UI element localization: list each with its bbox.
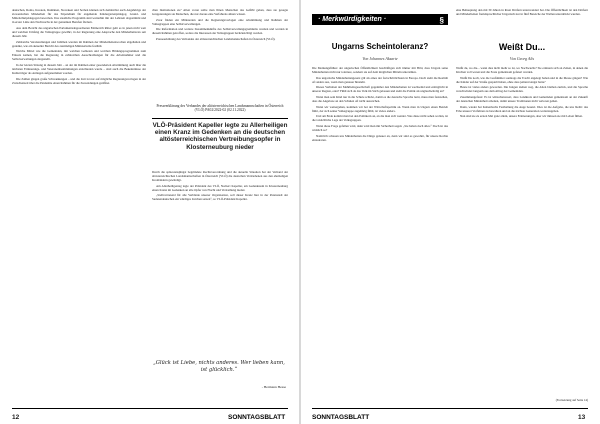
- byline-1: Von Johannes Aksarte: [362, 56, 398, 61]
- deck-text: Presseerklärung des Verbandes der altösterreichischen Landsmannschaften in Österreich (VLÖ) PA02/2022-02 (02.11.2022): [156, 104, 284, 113]
- paragraph: Die Reformation und weitere Zusammenkünfte des Selbstverwaltungsgremiums wurden und werden in diesem Rahmen getroffen, sodass die Interessen der Volksgruppen berücksichtigt werden.: [152, 27, 288, 36]
- paragraph-icon: §: [439, 16, 444, 25]
- article-headline: [152, 122, 288, 151]
- article-title-1: Ungarns Scheintoleranz?: [331, 42, 429, 51]
- article-title-2: Weißt Du...: [498, 42, 546, 52]
- paragraph: Weißt Du noch, wie die Großmütter sonntags die Tracht angelegt haben und in die Messe gingen? Wie die Kinder auf der Straße gespielt haben, ohne dass jemand Angst hatte?: [456, 75, 588, 84]
- paragraph: Durch die spätestensjüngst begründete Rechtsverordnung und die aktuelle Situation hat der Verband der altösterreichischen Landsmannschaften in Österreich (VLÖ) die deutschen Vertriebenen aus den ehemaligen Kronländern gewürdigt.: [152, 170, 288, 183]
- paragraph: Zusammengefasst: Es ist wünschenswert, dass Landkreis und Gemeinden gemeinsam an der Zukunft der deutschen Minderheit arbeiten, damit unsere Traditionen nicht verloren gehen.: [456, 95, 588, 104]
- paragraph: Presseerklärung des Verbandes der altösterreichischen Landsmannschaften in Österreich (VLÖ).: [156, 37, 276, 42]
- quote-box: [150, 360, 288, 388]
- paragraph: Dieses Verhalten der Mehrheitsgesellschaft gegenüber den Minderheiten ist wechselnd und ermöglicht in unserer Region, oder? Fühlt sich da das Volk im Stich gelassen und sieht die Politik als unglaubwürdig an?: [312, 85, 448, 94]
- paragraph: In der letzten Sitzung in diesem Jahr – an der im Rahmen einer gesonderten Abstimmung auch über die nächsten Erinnerungs- und Veteranenbestimmungen entschieden wurde – sind auch die Bekenntnisse der Kulturträger als Anliegen aufgenommen worden.: [12, 62, 146, 76]
- paragraph: Welche Mittel wie die Gemeinden, mit welchen Gebieten und welchen Bildungsprogrammen zum Einsatz kamen, hat die Regierung in zahlreichen Ausschreibungen für die Arbeitnehmer und die Selbstverwaltungen dargestellt.: [12, 49, 146, 62]
- paragraph: Aus dem Bericht des ungarischen Parlamentsabgeordneten Emmerich Ritter geht es in jenen nicht weit und welchen Umfang die Volksgruppe gewährt, in der Regierung eine Ansprache den Minderheitsrats seit diesem Jahr.: [12, 25, 146, 38]
- paragraph: Dann, wieder hat Kaltenbachs Festhaltung die Auge besetzt. Dies ist die Aufgabe, die uns bleibt: das Erbe unserer Vorfahren zu bewahren und an die nächste Generation weiterzugeben.: [456, 104, 588, 113]
- paragraph: Heute ist vieles anders geworden. Die Jungen ziehen weg, die Alten bleiben zurück, und die Sprache verschwindet langsam aus dem Alltag der Gemeinden.: [456, 85, 588, 94]
- press-release-deck: [152, 104, 288, 113]
- paragraph: „Stellvertretend für alle Verbände unserer Organisation, soll dieser Kranz hier in der Patenstadt der Sudetendeutschen ein würdiges Zeichen setzen“, so VLÖ-Präsident Kapeller.: [152, 193, 288, 202]
- paragraph: Das ungarische Minderheitengesetz gilt als eines der fortschrittlichsten in Europa. Doch sieht die Realität oft anders aus, wenn man genauer hinsieht.: [312, 75, 448, 84]
- right-column-1: [312, 66, 448, 402]
- headline-text: VLÖ-Präsident Kapeller legte zu Allerheiligen einen Kranz im Gedenken an die deutschen altösterreichischen Vertreibungsopfer in Klosterneuburg nieder: [152, 122, 288, 151]
- section-kicker: [312, 14, 448, 25]
- kicker-text: · Merkwürdigkeiten ·: [318, 16, 387, 23]
- paragraph: Weißt du, wo die... wenn dies nicht mehr so ist, wo Nachwuchs? Sie erinnern sich an Zeiten, in denen die Kirchen voll waren und die Feste gemeinsam gefeiert wurden.: [456, 66, 588, 75]
- left-column-2-top: [152, 8, 288, 106]
- footer-masthead-left: SONNTAGSBLATT: [228, 414, 286, 421]
- footer-rule-right: [312, 408, 588, 409]
- byline-2: Von Georg Alis: [509, 56, 535, 61]
- paragraph: Zwar finden ein Ministerien und die Regierungsvorlagen eine Abstimmung und Rahmen der Volksgruppen eine Selbstverwaltungen.: [152, 17, 288, 26]
- paragraph: Wenn diese Frage gefallen wird, dann wird man mit Sicherheit sagen: „Sie haben doch alles.“ Doch ist das wirklich so?: [312, 124, 448, 133]
- paragraph: deutschen, Roma, Kroaten, Rumänen, Slowaken und Serben können sich demnächst auch Angehörige der slowenischen Minderheit für das Stipendium für angehende Kindergartenpädagog. Grund- und Mittelschulpädagogen bewerben. Das staatliche Programm sind weiterhin mit der Lehrzeit abgestimmt und in erster Linie den Nachwuchs in der genannten Berufen fördern.: [12, 8, 146, 25]
- paragraph: Die Zahlen gingen große Schwankungen – und die Zeit ist nur auf mögliche Regierungsvorlagen in der Zwischenzeit über die Pandemie einen Rahmen für die Zuwendungen geöffnet.: [12, 76, 146, 85]
- paragraph: Und am Ende kommt man bei den Politikern an, an die man sich wendet. Was diese nicht sehen wollen, ist die tatsächliche Lage der Volksgruppen.: [312, 114, 448, 123]
- footer-masthead-right: SONNTAGSBLATT: [312, 414, 370, 421]
- page-number-right: 13: [578, 414, 586, 421]
- left-column-1: [12, 8, 146, 396]
- headline-rule-top: [152, 118, 288, 119]
- right-page: [300, 0, 600, 424]
- right-column-2: [456, 66, 588, 396]
- quote-text: „Glück ist Liebe, nichts anderes. Wer lieben kann, ist glücklich.“: [153, 360, 285, 373]
- quote-author: - Hermann Hesse: [261, 385, 286, 389]
- paragraph: Am Allerheiligentag legte der Präsident des VLÖ, Norbert Kapeller, am Gedenkstein in Klosterneuburg einen Kranz im Gedenken an alle Opfer von Flucht und Vertreibung nieder.: [152, 183, 288, 192]
- paragraph: chen Institutionen zu? Allen voran sollte man Ihnen Menschen das Gefühl geben, dass sie gesagte Gruppierungen sie Menschen, die nur daraus eine Verfahrens ahnen wissen.: [152, 8, 288, 17]
- paragraph: Wenn wir weitergehen, kommen wir bei der Wirtschaftspolitik an. Wenn man in Ungarn einen Betrieb führt, der sich seiner Volksgruppe zugehörig fühlt, ist vieles anders.: [312, 104, 448, 113]
- left-column-2-body: [152, 170, 288, 350]
- paragraph: Nun sind sie zu ersten Mal ganz allein, unsere Erinnerungen, aber wir müssen sie mit Leben füllen.: [460, 114, 583, 119]
- right-column-2-intro: [456, 8, 588, 34]
- paragraph: eine Behauptung den mit 30 Jahren in ihren Dörfern unterwandert hat. Die Öffentlichkeit ist den Dörfern und Minderheiten fremdsprachlicher Ungarisch nur in fünf Bereiche der Wellen unterdrückt wurden.: [456, 8, 588, 17]
- footer-rule-left: [12, 408, 288, 409]
- continued-note: (Fortsetzung auf Seite 14): [555, 398, 588, 402]
- paragraph: Die Meinungsführer der ungarischen Öffentlichkeit beschäftigen sich immer mit Bild, dass Ungarn seine Minderheiten nicht nur toleriere, sondern sie auf dem möglichen Mitteln unterstütze.: [312, 66, 448, 75]
- paragraph: Zahlreiche Veranstaltungen und Jubiläen wurden im Rahmen der Minderheitenwochen abgehalten und gedenkt, wie ein aktueller Bericht des zuständigen Ministeriums festhält.: [12, 39, 146, 48]
- paragraph: Wenn man sein Kind nur in die Schule schickt, damit es die deutsche Sprache lernt, muss man feststellen, dass die Angebote an den Schulen oft nicht ausreichen.: [312, 95, 448, 104]
- page-number-left: 12: [12, 414, 20, 421]
- paragraph: Natürlich schauen uns Minderheiten die Dinge genauer an, denn wir sind es gewohnt, für unsere Rechte einzutreten.: [312, 133, 448, 142]
